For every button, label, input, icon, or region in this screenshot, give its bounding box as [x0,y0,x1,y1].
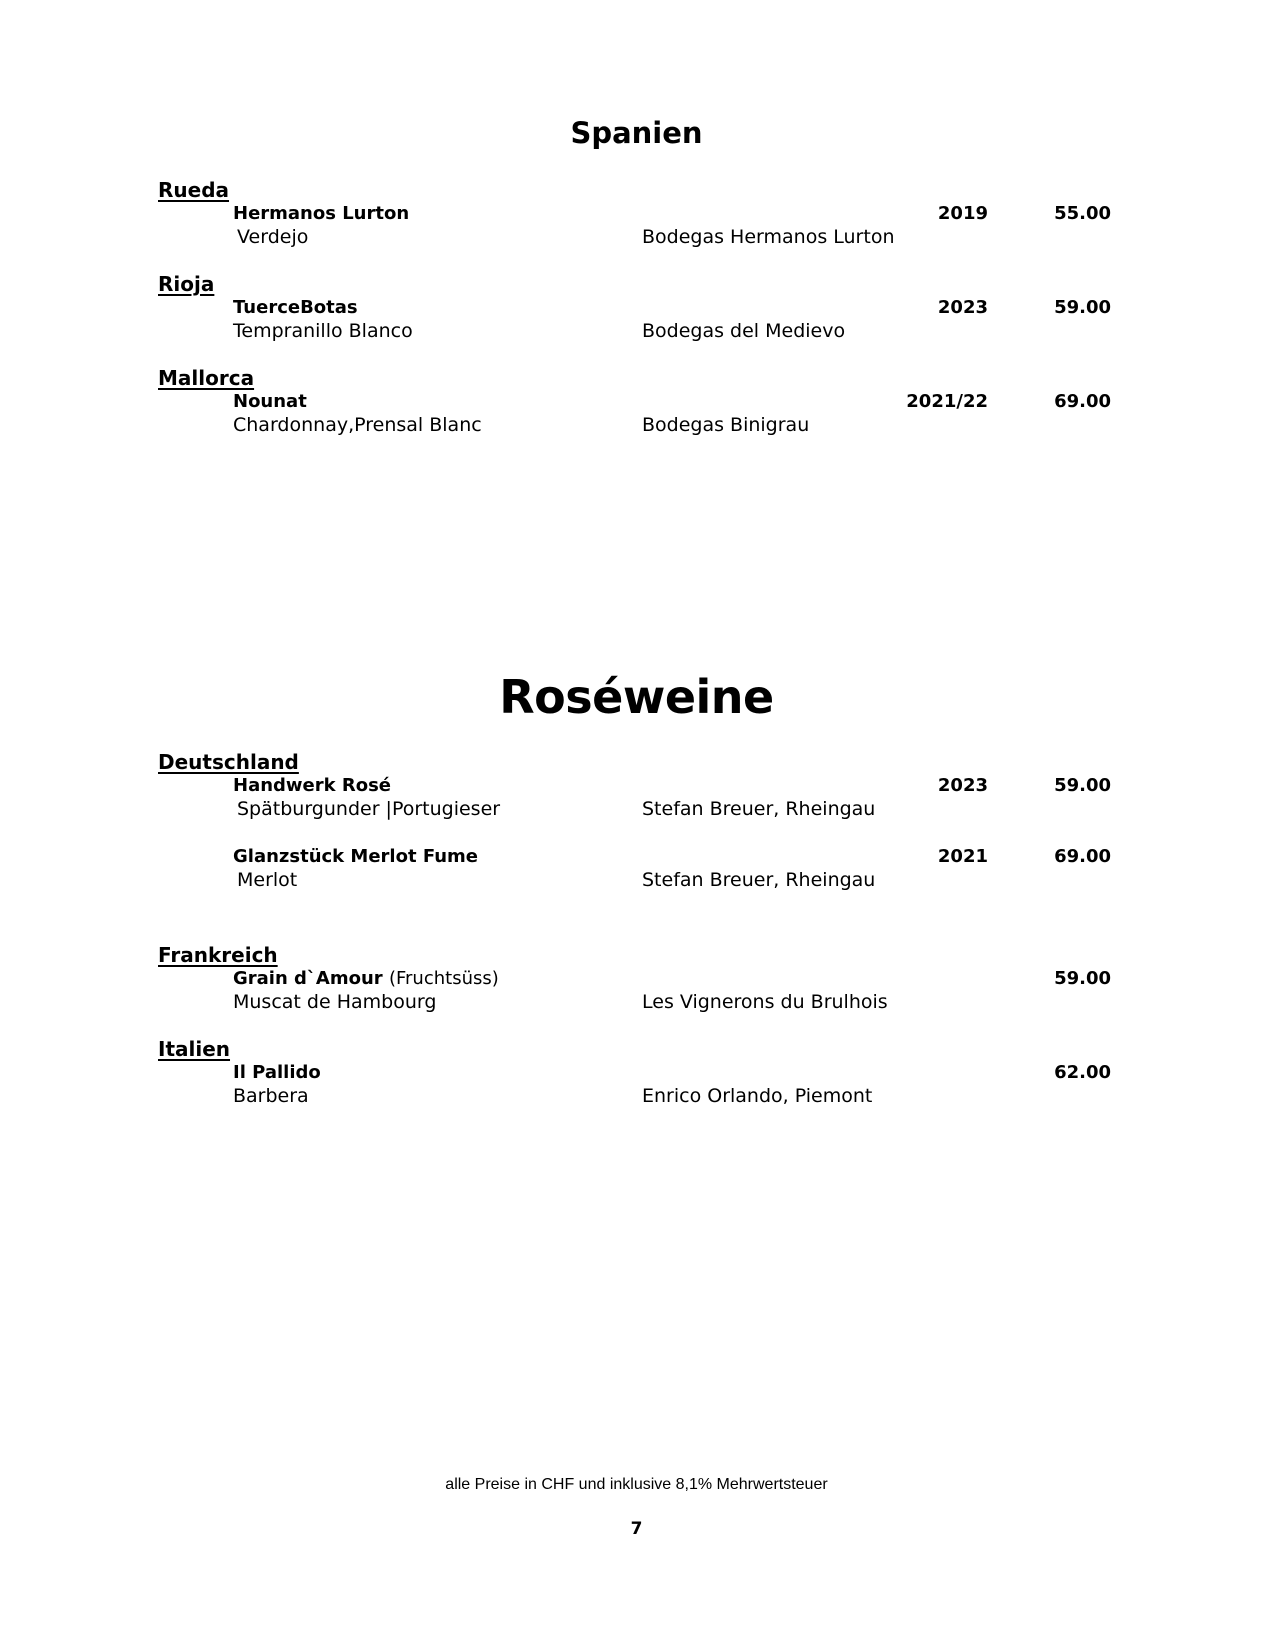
wine-price: 59.00 [1054,775,1111,796]
wine-grape: Merlot [237,869,298,891]
wine-year: 2019 [937,203,988,224]
wine-name: Il Pallido [233,1062,321,1083]
wine-producer: Stefan Breuer, Rheingau [642,798,876,820]
wine-producer: Bodegas Hermanos Lurton [642,226,895,248]
wine-name: Hermanos Lurton [233,203,410,224]
wine-producer: Les Vignerons du Brulhois [642,991,888,1013]
wine-grape: Barbera [233,1085,309,1107]
wine-year: 2021 [937,846,988,867]
wine-price: 62.00 [1054,1062,1111,1083]
wine-name: Glanzstück Merlot Fume [233,846,479,867]
page-number: 7 [630,1519,643,1539]
wine-year: 2021/22 [906,391,988,412]
wine-price: 69.00 [1054,846,1111,867]
region-frankreich: Frankreich [158,943,278,967]
wine-producer: Bodegas del Medievo [642,320,846,342]
section-title-roseweine: Roséweine [499,670,774,724]
section-title-spanien: Spanien [570,116,703,150]
wine-grape: Tempranillo Blanco [233,320,413,342]
wine-price: 59.00 [1054,297,1111,318]
wine-grape: Chardonnay,Prensal Blanc [233,414,482,436]
region-deutschland: Deutschland [158,750,299,774]
wine-producer: Enrico Orlando, Piemont [642,1085,873,1107]
wine-name: TuerceBotas [233,297,358,318]
wine-name [233,968,499,989]
wine-name: Handwerk Rosé [233,775,392,796]
wine-price: 69.00 [1054,391,1111,412]
wine-grape: Spätburgunder |Portugieser [237,798,501,820]
wine-grape: Verdejo [237,226,309,248]
region-rueda: Rueda [158,178,230,202]
wine-year: 2023 [937,297,988,318]
region-mallorca: Mallorca [158,366,255,390]
wine-producer: Stefan Breuer, Rheingau [642,869,876,891]
wine-producer: Bodegas Binigrau [642,414,810,436]
wine-price: 59.00 [1054,968,1111,989]
footer-note: alle Preise in CHF und inklusive 8,1% Mehrwertsteuer [445,1476,828,1493]
wine-year: 2023 [937,775,988,796]
wine-name: Nounat [233,391,307,412]
wine-grape: Muscat de Hambourg [233,991,437,1013]
wine-price: 55.00 [1054,203,1111,224]
wine-note: (Fruchtsüss) [388,968,499,989]
wine-name-text: Grain d`Amour [233,968,383,989]
region-italien: Italien [158,1037,231,1061]
region-rioja: Rioja [158,272,215,296]
